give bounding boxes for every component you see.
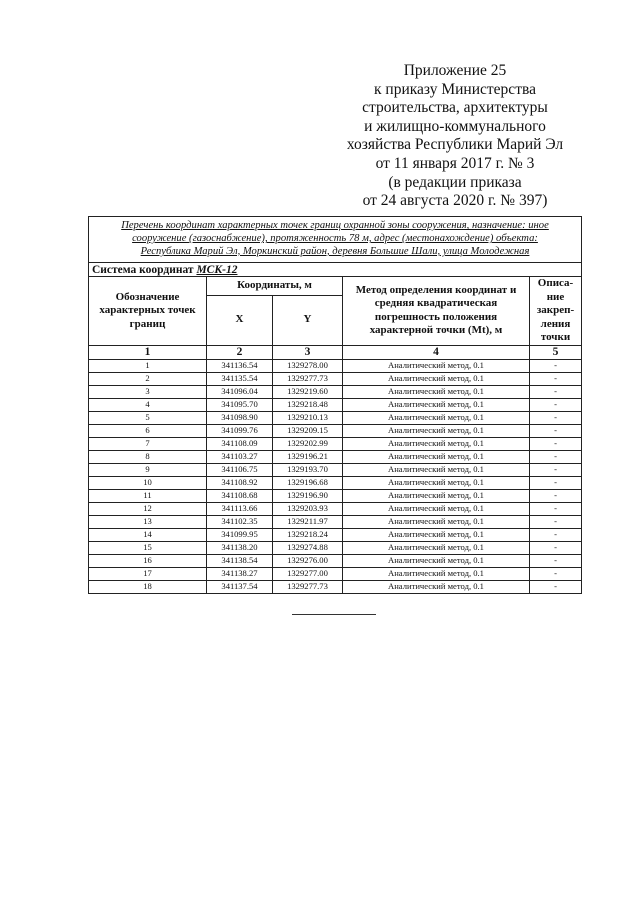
point-number-cell: 15 <box>89 541 207 554</box>
table-row <box>89 450 582 463</box>
method-cell: Аналитический метод, 0.1 <box>343 359 530 372</box>
x-coordinate-cell: 341136.54 <box>207 359 273 372</box>
table-row <box>89 502 582 515</box>
method-cell: Аналитический метод, 0.1 <box>343 502 530 515</box>
header-line: от 11 января 2017 г. № 3 <box>375 154 535 172</box>
y-coordinate-cell: 1329218.24 <box>273 528 343 541</box>
y-coordinate-cell: 1329274.88 <box>273 541 343 554</box>
coordinate-system-row <box>89 263 582 277</box>
coordinates-table <box>88 216 582 594</box>
header-line: к приказу Министерства <box>374 80 536 98</box>
table-row <box>89 528 582 541</box>
point-number-cell: 17 <box>89 567 207 580</box>
description-cell: - <box>530 567 582 580</box>
point-number-cell: 11 <box>89 489 207 502</box>
header-line: строительства, архитектуры <box>362 99 548 117</box>
appendix-header <box>330 62 580 211</box>
table-row <box>89 476 582 489</box>
point-number-cell: 7 <box>89 437 207 450</box>
method-cell: Аналитический метод, 0.1 <box>343 450 530 463</box>
x-coordinate-cell: 341138.54 <box>207 554 273 567</box>
description-cell: - <box>530 554 582 567</box>
table-row <box>89 515 582 528</box>
x-coordinate-cell: 341096.04 <box>207 385 273 398</box>
method-cell: Аналитический метод, 0.1 <box>343 398 530 411</box>
table-row <box>89 463 582 476</box>
table-row <box>89 489 582 502</box>
x-coordinate-cell: 341106.75 <box>207 463 273 476</box>
x-coordinate-cell: 341102.35 <box>207 515 273 528</box>
table-body <box>89 217 582 594</box>
coordinate-system-value: МСК-12 <box>196 263 238 276</box>
y-coordinate-cell: 1329211.97 <box>273 515 343 528</box>
description-cell: - <box>530 359 582 372</box>
header-description: Описа-ние закреп-ления точки <box>530 277 582 346</box>
column-number: 2 <box>207 345 273 359</box>
y-coordinate-cell: 1329278.00 <box>273 359 343 372</box>
method-cell: Аналитический метод, 0.1 <box>343 424 530 437</box>
description-cell: - <box>530 463 582 476</box>
method-cell: Аналитический метод, 0.1 <box>343 476 530 489</box>
point-number-cell: 6 <box>89 424 207 437</box>
column-number-row <box>89 345 582 359</box>
coordinate-system <box>89 263 582 277</box>
description-cell: - <box>530 385 582 398</box>
description-cell: - <box>530 489 582 502</box>
method-cell: Аналитический метод, 0.1 <box>343 528 530 541</box>
x-coordinate-cell: 341099.76 <box>207 424 273 437</box>
x-coordinate-cell: 341137.54 <box>207 580 273 593</box>
description-cell: - <box>530 372 582 385</box>
y-coordinate-cell: 1329209.15 <box>273 424 343 437</box>
description-cell: - <box>530 528 582 541</box>
point-number-cell: 9 <box>89 463 207 476</box>
point-number-cell: 3 <box>89 385 207 398</box>
x-coordinate-cell: 341108.68 <box>207 489 273 502</box>
table-row <box>89 385 582 398</box>
description-cell: - <box>530 502 582 515</box>
x-coordinate-cell: 341138.27 <box>207 567 273 580</box>
method-cell: Аналитический метод, 0.1 <box>343 463 530 476</box>
y-coordinate-cell: 1329218.48 <box>273 398 343 411</box>
table-row <box>89 359 582 372</box>
point-number-cell: 12 <box>89 502 207 515</box>
x-coordinate-cell: 341135.54 <box>207 372 273 385</box>
y-coordinate-cell: 1329193.70 <box>273 463 343 476</box>
method-cell: Аналитический метод, 0.1 <box>343 489 530 502</box>
method-cell: Аналитический метод, 0.1 <box>343 411 530 424</box>
header-coordinates: Координаты, м <box>207 277 343 296</box>
description-cell: - <box>530 541 582 554</box>
header-line: (в редакции приказа <box>388 173 522 191</box>
description-cell: - <box>530 476 582 489</box>
y-coordinate-cell: 1329276.00 <box>273 554 343 567</box>
y-coordinate-cell: 1329277.00 <box>273 567 343 580</box>
y-coordinate-cell: 1329277.73 <box>273 580 343 593</box>
table-row <box>89 372 582 385</box>
table-row <box>89 567 582 580</box>
x-coordinate-cell: 341099.95 <box>207 528 273 541</box>
method-cell: Аналитический метод, 0.1 <box>343 567 530 580</box>
table-row <box>89 554 582 567</box>
column-number: 4 <box>343 345 530 359</box>
method-cell: Аналитический метод, 0.1 <box>343 515 530 528</box>
point-number-cell: 5 <box>89 411 207 424</box>
table-row <box>89 541 582 554</box>
point-number-cell: 2 <box>89 372 207 385</box>
x-coordinate-cell: 341113.66 <box>207 502 273 515</box>
y-coordinate-cell: 1329210.13 <box>273 411 343 424</box>
table-title-row <box>89 217 582 263</box>
header-x: X <box>207 295 273 345</box>
y-coordinate-cell: 1329202.99 <box>273 437 343 450</box>
y-coordinate-cell: 1329277.73 <box>273 372 343 385</box>
method-cell: Аналитический метод, 0.1 <box>343 385 530 398</box>
method-cell: Аналитический метод, 0.1 <box>343 541 530 554</box>
method-cell: Аналитический метод, 0.1 <box>343 372 530 385</box>
table-row <box>89 424 582 437</box>
x-coordinate-cell: 341108.09 <box>207 437 273 450</box>
description-cell: - <box>530 437 582 450</box>
description-cell: - <box>530 411 582 424</box>
table-row <box>89 437 582 450</box>
x-coordinate-cell: 341098.90 <box>207 411 273 424</box>
point-number-cell: 10 <box>89 476 207 489</box>
description-cell: - <box>530 398 582 411</box>
point-number-cell: 4 <box>89 398 207 411</box>
coordinate-system-label: Система координат <box>92 263 194 276</box>
description-cell: - <box>530 515 582 528</box>
x-coordinate-cell: 341108.92 <box>207 476 273 489</box>
header-row <box>89 277 582 296</box>
x-coordinate-cell: 341138.20 <box>207 541 273 554</box>
point-number-cell: 14 <box>89 528 207 541</box>
description-cell: - <box>530 424 582 437</box>
point-number-cell: 18 <box>89 580 207 593</box>
y-coordinate-cell: 1329196.90 <box>273 489 343 502</box>
y-coordinate-cell: 1329219.60 <box>273 385 343 398</box>
description-cell: - <box>530 450 582 463</box>
method-cell: Аналитический метод, 0.1 <box>343 437 530 450</box>
x-coordinate-cell: 341095.70 <box>207 398 273 411</box>
header-line: от 24 августа 2020 г. № 397) <box>362 192 548 210</box>
table-row <box>89 580 582 593</box>
column-number: 1 <box>89 345 207 359</box>
table-row <box>89 411 582 424</box>
separator-line <box>292 614 376 615</box>
y-coordinate-cell: 1329203.93 <box>273 502 343 515</box>
x-coordinate-cell: 341103.27 <box>207 450 273 463</box>
header-y: Y <box>273 295 343 345</box>
header-line: и жилищно-коммунального <box>364 117 546 135</box>
method-cell: Аналитический метод, 0.1 <box>343 580 530 593</box>
y-coordinate-cell: 1329196.21 <box>273 450 343 463</box>
column-number: 5 <box>530 345 582 359</box>
method-cell: Аналитический метод, 0.1 <box>343 554 530 567</box>
point-number-cell: 16 <box>89 554 207 567</box>
table-title-line: Перечень координат характерных точек границ охранной зоны сооружения, назначение: иное <box>121 220 549 232</box>
header-designation: Обозначение характерных точек границ <box>89 277 207 346</box>
table-row <box>89 398 582 411</box>
table-title-line: сооружение (газоснабжение), протяженность 78 м, адрес (местонахождение) объекта: <box>132 233 538 245</box>
point-number-cell: 13 <box>89 515 207 528</box>
description-cell: - <box>530 580 582 593</box>
point-number-cell: 8 <box>89 450 207 463</box>
column-number: 3 <box>273 345 343 359</box>
header-method: Метод определения координат и средняя квадратическая погрешность положения характерной точки (Mt), м <box>343 277 530 346</box>
point-number-cell: 1 <box>89 359 207 372</box>
header-line: Приложение 25 <box>403 62 507 79</box>
table-title <box>89 217 582 263</box>
header-line: хозяйства Республики Марий Эл <box>346 136 564 154</box>
table-title-line: Республика Марий Эл, Моркинский район, деревня Большие Шали, улица Молодежная <box>140 245 530 257</box>
y-coordinate-cell: 1329196.68 <box>273 476 343 489</box>
